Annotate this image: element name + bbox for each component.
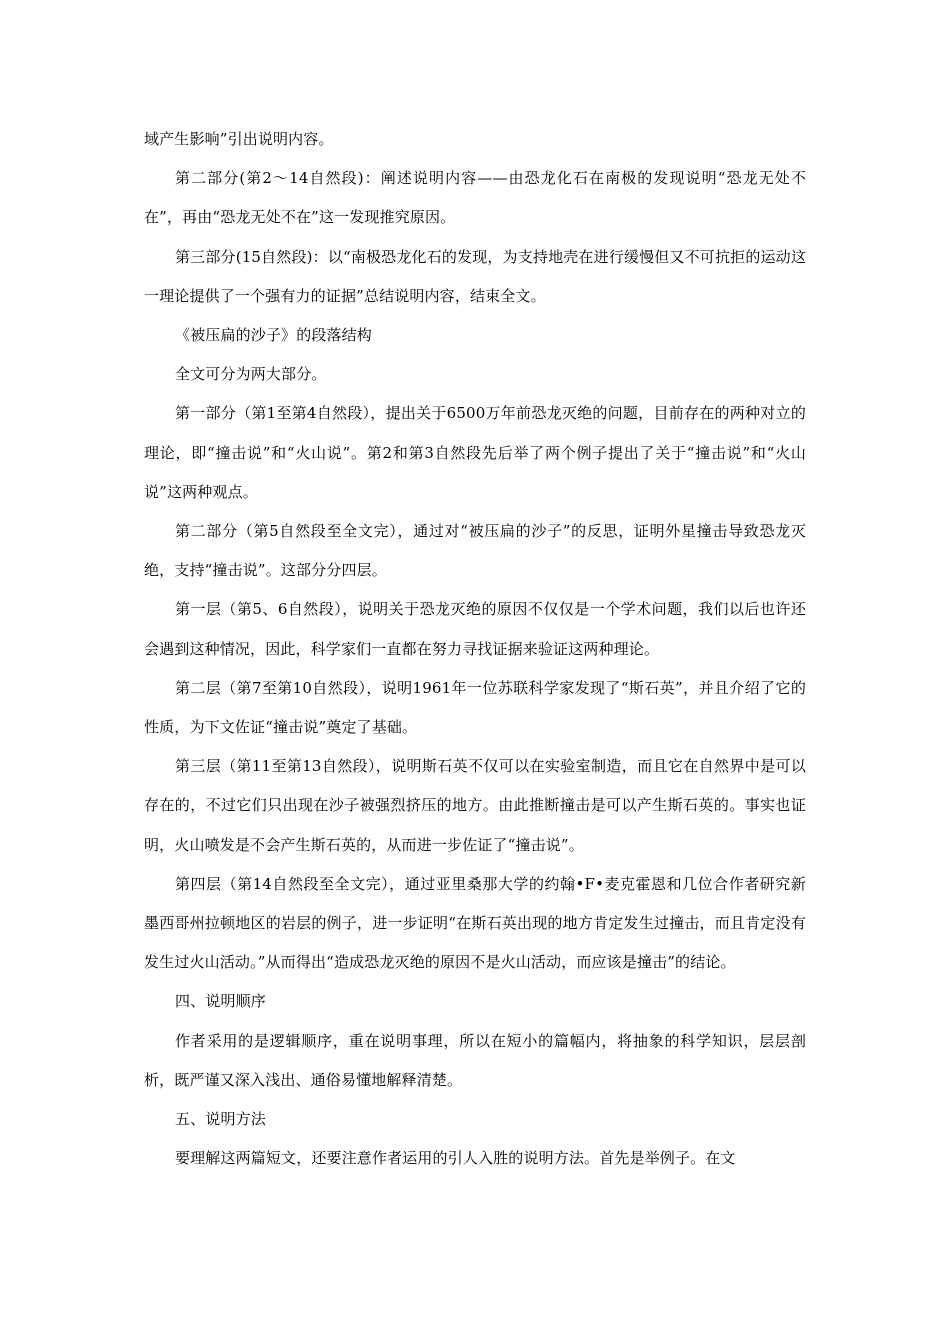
paragraph: 第一层（第5、6自然段），说明关于恐龙灭绝的原因不仅仅是一个学术问题，我们以后也许还会遇到这种情况，因此，科学家们一直都在努力寻找证据来验证这两种理论。 xyxy=(144,600,806,658)
paragraph: 第二部分（第5自然段至全文完），通过对“被压扁的沙子”的反思，证明外星撞击导致恐龙灭绝，支持“撞击说”。这部分分四层。 xyxy=(144,522,806,580)
paragraph: 第二层（第7至第10自然段），说明1961年一位苏联科学家发现了“斯石英”，并且介绍了它的性质，为下文佐证“撞击说”奠定了基础。 xyxy=(144,678,806,737)
paragraph: 全文可分为两大部分。 xyxy=(175,365,327,384)
paragraph: 作者采用的是逻辑顺序，重在说明事理，所以在短小的篇幅内，将抽象的科学知识，层层剖析，既严谨又深入浅出、通俗易懂地解释清楚。 xyxy=(144,1031,806,1089)
paragraph: 要理解这两篇短文，还要注意作者运用的引人入胜的说明方法。首先是举例子。在文 xyxy=(175,1149,736,1168)
paragraph: 第三层（第11至第13自然段），说明斯石英不仅可以在实验室制造，而且它在自然界中是可以存在的，不过它们只出现在沙子被强烈挤压的地方。由此推断撞击是可以产生斯石英的。事实也证明，火山喷发是不会产生斯石英的，从而进一步佐证了“撞击说”。 xyxy=(144,757,806,854)
paragraph: 《被压扁的沙子》的段落结构 xyxy=(175,326,372,345)
paragraph: 五、说明方法 xyxy=(175,1110,266,1129)
paragraph: 第三部分(15自然段)：以“南极恐龙化石的发现，为支持地壳在进行缓慢但又不可抗拒的运动这一理论提供了一个强有力的证据”总结说明内容，结束全文。 xyxy=(144,247,806,305)
paragraph: 第二部分(第2～14自然段)：阐述说明内容——由恐龙化石在南极的发现说明“恐龙无处不在”，再由“恐龙无处不在”这一发现推究原因。 xyxy=(144,169,806,227)
paragraph: 第一部分（第1至第4自然段），提出关于6500万年前恐龙灭绝的问题，目前存在的两种对立的理论，即“撞击说”和“火山说”。第2和第3自然段先后举了两个例子提出了关于“撞击说”和“火山说”这两种观点。 xyxy=(144,404,806,501)
paragraph: 域产生影响”引出说明内容。 xyxy=(144,130,334,148)
document-body xyxy=(144,120,806,1178)
paragraph: 第四层（第14自然段至全文完），通过亚里桑那大学的约翰•F•麦克霍恩和几位合作者研究新墨西哥州拉顿地区的岩层的例子，进一步证明“在斯石英出现的地方肯定发生过撞击，而且肯定没有发生过火山活动。”从而得出“造成恐龙灭绝的原因不是火山活动，而应该是撞击”的结论。 xyxy=(144,874,806,972)
paragraph: 四、说明顺序 xyxy=(175,992,266,1011)
